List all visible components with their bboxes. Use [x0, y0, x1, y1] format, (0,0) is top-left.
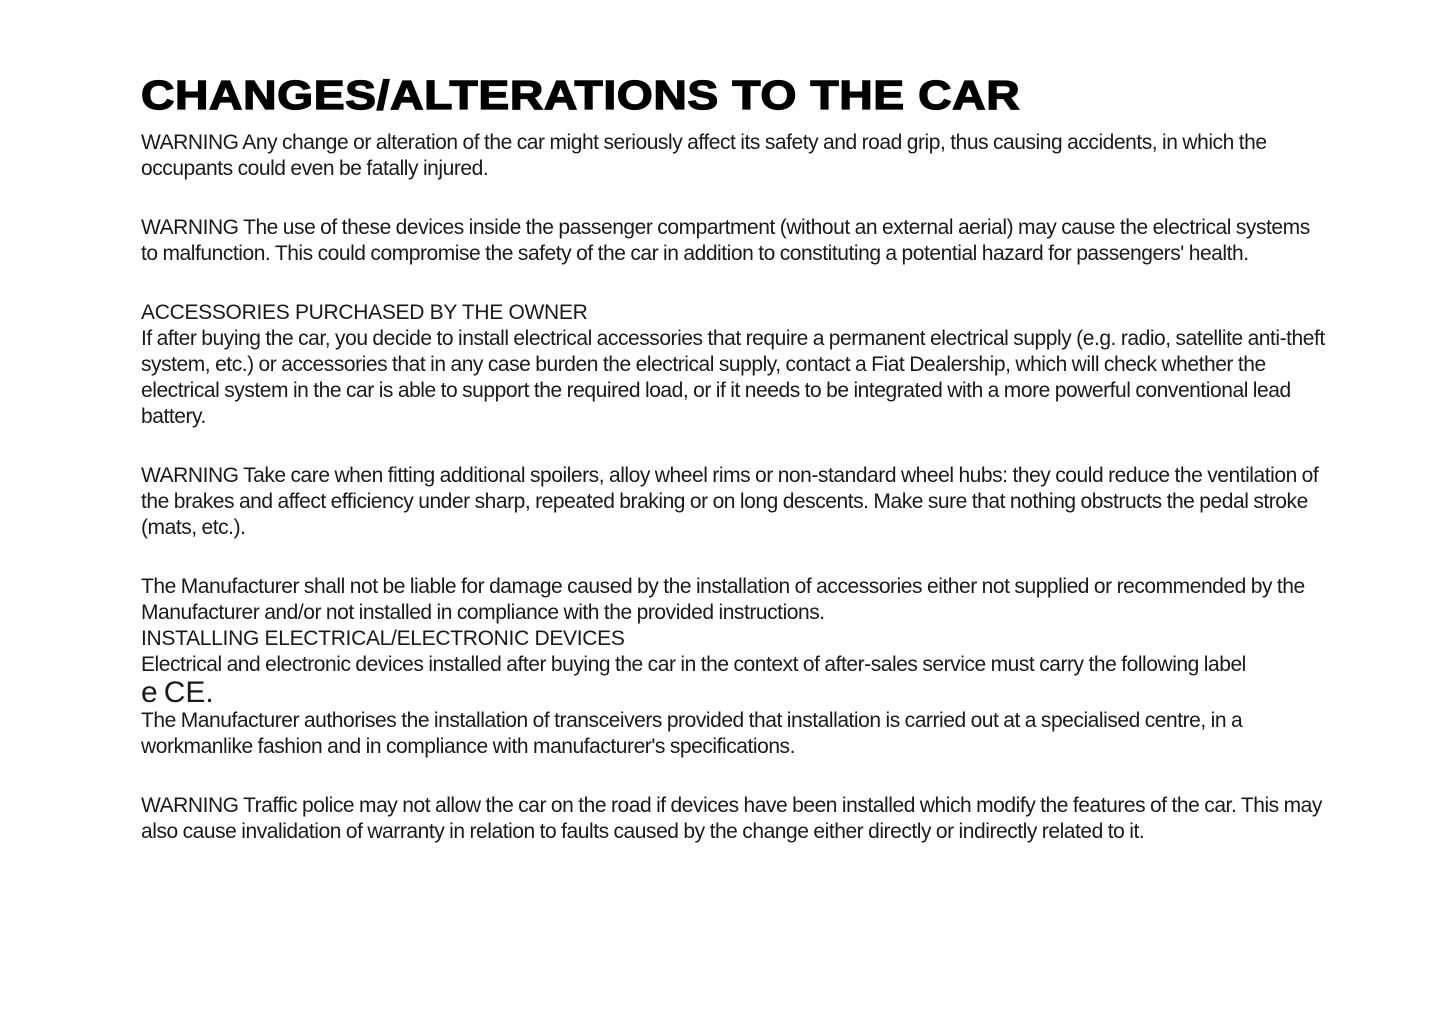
- document-page: [141, 72, 1331, 845]
- warning-devices-paragraph: WARNING The use of these devices inside the passenger compartment (without an external aerial) may cause the electrical systems to malfunction. This could compromise the safety of the car in addition to constituting a potential hazard for passengers' health.: [141, 216, 1310, 265]
- accessories-paragraph: If after buying the car, you decide to install electrical accessories that require a permanent electrical supply (e.g. radio, satellite anti-theft system, etc.) or accessories that in any case burden the electrical supply, contact a Fiat Dealership, which will check whether the electrical system in the car is able to support the required load, or if it needs to be integrated with a more powerful conventional lead battery.: [141, 327, 1325, 428]
- page-title: CHANGES/ALTERATIONS TO THE CAR: [141, 72, 1021, 118]
- devices-label-paragraph: Electrical and electronic devices installed after buying the car in the context of after-sales service must carry the following label: [141, 653, 1246, 676]
- section-heading-installing: INSTALLING ELECTRICAL/ELECTRONIC DEVICES: [141, 627, 625, 650]
- e-ce-mark-icon: e CE.: [141, 676, 214, 709]
- manufacturer-liability-paragraph: The Manufacturer shall not be liable for damage caused by the installation of accessories either not supplied or recommended by the Manufacturer and/or not installed in compliance with the provided instructions.: [141, 575, 1305, 624]
- section-heading-accessories: ACCESSORIES PURCHASED BY THE OWNER: [141, 301, 588, 324]
- warning-alteration-paragraph: WARNING Any change or alteration of the car might seriously affect its safety and road grip, thus causing accidents, in which the occupants could even be fatally injured.: [141, 131, 1267, 180]
- transceivers-paragraph: The Manufacturer authorises the installation of transceivers provided that installation is carried out at a specialised centre, in a workmanlike fashion and in compliance with manufacturer's specifications.: [141, 709, 1243, 758]
- warning-traffic-police-paragraph: WARNING Traffic police may not allow the car on the road if devices have been installed which modify the features of the car. This may also cause invalidation of warranty in relation to faults caused by the change either directly or indirectly related to it.: [141, 794, 1322, 843]
- warning-spoilers-paragraph: WARNING Take care when fitting additional spoilers, alloy wheel rims or non-standard wheel hubs: they could reduce the ventilation of the brakes and affect efficiency under sharp, repeated braking or on long descents. Make sure that nothing obstructs the pedal stroke (mats, etc.).: [141, 464, 1319, 539]
